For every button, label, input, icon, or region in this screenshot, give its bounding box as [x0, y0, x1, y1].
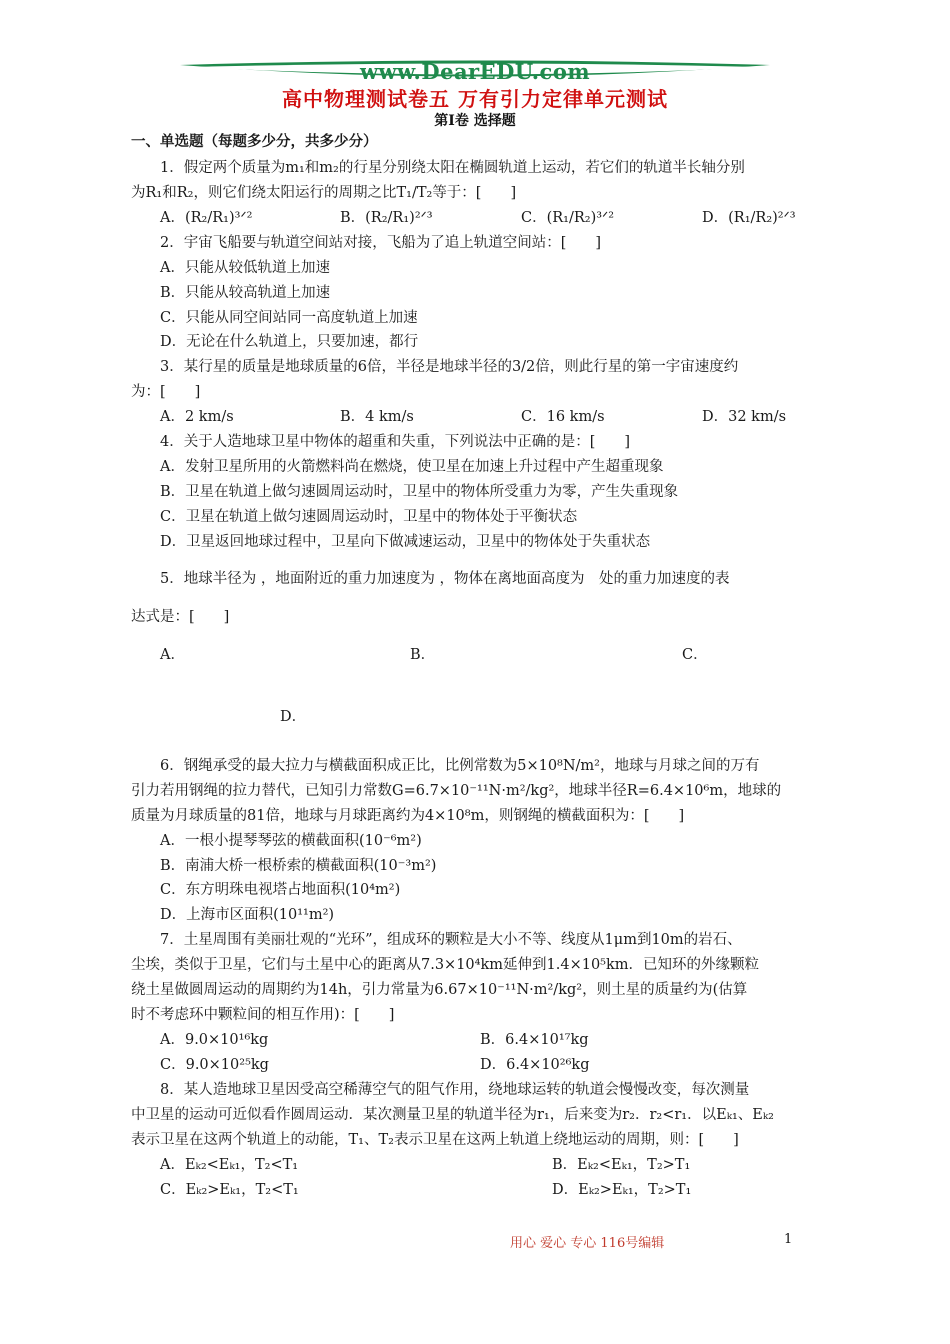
q5-option-d: D． — [280, 709, 307, 725]
q1-option-d: D．(R₁/R₂)²ᐟ³ — [702, 210, 796, 226]
q2-option-b: B．只能从较高轨道上加速 — [160, 285, 331, 301]
q1-option-b: B．(R₂/R₁)²ᐟ³ — [340, 210, 433, 226]
q6-option-a: A．一根小提琴琴弦的横截面积(10⁻⁶m²) — [160, 833, 422, 849]
q7-option-c: C．9.0×10²⁵kg — [160, 1057, 269, 1073]
q1-line-2: 为R₁和R₂，则它们绕太阳运行的周期之比T₁/T₂等于：[ ] — [131, 185, 517, 201]
q3-option-c: C．16 km/s — [521, 409, 605, 425]
q8-option-b: B．Eₖ₂<Eₖ₁，T₂>T₁ — [552, 1157, 691, 1173]
q7-option-a: A．9.0×10¹⁶kg — [160, 1032, 269, 1048]
q8-option-a: A．Eₖ₂<Eₖ₁，T₂<T₁ — [160, 1157, 299, 1173]
q8-line-3: 表示卫星在这两个轨道上的动能，T₁、T₂表示卫星在这两上轨道上绕地运动的周期，则：[ ] — [131, 1132, 739, 1148]
q8-line-1: 8．某人造地球卫星因受高空稀薄空气的阻气作用，绕地球运转的轨道会慢慢改变，每次测量 — [160, 1082, 750, 1098]
q7-line-1: 7．土星周围有美丽壮观的“光环”，组成环的颗粒是大小不等、线度从1μm到10m的岩石、 — [160, 932, 742, 948]
q6-option-d: D．上海市区面积(10¹¹m²) — [160, 907, 335, 923]
q8-option-d: D．Eₖ₂>Eₖ₁，T₂>T₁ — [552, 1182, 692, 1198]
q5-line-1: 5．地球半径为 ，地面附近的重力加速度为 ，物体在离地面高度为 处的重力加速度的表 — [160, 571, 730, 587]
q4-line-1: 4．关于人造地球卫星中物体的超重和失重，下列说法中正确的是：[ ] — [160, 434, 631, 450]
q7-line-3: 绕土星做圆周运动的周期约为14h，引力常量为6.67×10⁻¹¹N·m²/kg²，则土星的质量约为(估算 — [131, 982, 748, 998]
q1-line-1: 1．假定两个质量为m₁和m₂的行星分别绕太阳在椭圆轨道上运动，若它们的轨道半长轴分别 — [160, 160, 745, 176]
q5-option-c: C． — [682, 647, 708, 663]
q6-option-b: B．南浦大桥一根桥索的横截面积(10⁻³m²) — [160, 858, 437, 874]
q7-line-4: 时不考虑环中颗粒间的相互作用)：[ ] — [131, 1007, 395, 1023]
q3-line-1: 3．某行星的质量是地球质量的6倍，半径是地球半径的3/2倍，则此行星的第一宇宙速度约 — [160, 359, 739, 375]
banner-text: www.DearEDU.com — [359, 59, 591, 84]
q4-option-c: C．卫星在轨道上做匀速圆周运动时，卫星中的物体处于平衡状态 — [160, 509, 578, 525]
q2-option-d: D．无论在什么轨道上，只要加速，都行 — [160, 334, 419, 350]
q3-option-d: D．32 km/s — [702, 409, 787, 425]
q6-option-c: C．东方明珠电视塔占地面积(10⁴m²) — [160, 882, 401, 898]
q4-option-d: D．卫星返回地球过程中，卫星向下做减速运动，卫星中的物体处于失重状态 — [160, 534, 651, 550]
q4-option-a: A．发射卫星所用的火箭燃料尚在燃烧，使卫星在加速上升过程中产生超重现象 — [160, 459, 664, 475]
q6-line-2: 引力若用钢绳的拉力替代，已知引力常数G=6.7×10⁻¹¹N·m²/kg²，地球半径R=6.4×10⁶m，地球的 — [131, 783, 782, 799]
page-title: 高中物理测试卷五 万有引力定律单元测试 — [282, 87, 668, 111]
q2-option-a: A．只能从较低轨道上加速 — [160, 260, 330, 276]
q5-line-2: 达式是：[ ] — [131, 609, 230, 625]
page-subtitle: 第Ⅰ卷 选择题 — [434, 113, 516, 129]
q7-option-d: D．6.4×10²⁶kg — [480, 1057, 590, 1073]
q2-line-1: 2．宇宙飞船要与轨道空间站对接，飞船为了追上轨道空间站：[ ] — [160, 235, 602, 251]
q7-option-b: B．6.4×10¹⁷kg — [480, 1032, 589, 1048]
section-heading: 一、单选题（每题多少分，共多少分） — [131, 133, 378, 150]
q2-option-c: C．只能从同空间站同一高度轨道上加速 — [160, 310, 418, 326]
page-number: 1 — [784, 1232, 793, 1247]
q4-option-b: B．卫星在轨道上做匀速圆周运动时，卫星中的物体所受重力为零，产生失重现象 — [160, 484, 679, 500]
q5-option-a: A． — [160, 647, 185, 663]
footer-text: 用心 爱心 专心 116号编辑 — [510, 1236, 665, 1251]
q8-option-c: C．Eₖ₂>Eₖ₁，T₂<T₁ — [160, 1182, 299, 1198]
q5-option-b: B． — [410, 647, 436, 663]
q8-line-2: 中卫星的运动可近似看作圆周运动．某次测量卫星的轨道半径为r₁，后来变为r₂．r₂<r₁．以Eₖ₁、Eₖ₂ — [131, 1107, 774, 1123]
q6-line-3: 质量为月球质量的81倍，地球与月球距离约为4×10⁸m，则钢绳的横截面积为：[ ] — [131, 808, 685, 824]
q6-line-1: 6．钢绳承受的最大拉力与横截面积成正比，比例常数为5×10⁸N/m²，地球与月球之间的万有 — [160, 758, 760, 774]
q3-line-2: 为：[ ] — [131, 384, 201, 400]
q3-option-b: B．4 km/s — [340, 409, 414, 425]
q1-option-c: C．(R₁/R₂)³ᐟ² — [521, 210, 615, 226]
q1-option-a: A．(R₂/R₁)³ᐟ² — [160, 210, 253, 226]
q7-line-2: 尘埃，类似于卫星，它们与土星中心的距离从7.3×10⁴km延伸到1.4×10⁵km．已知环的外缘颗粒 — [131, 957, 760, 973]
q3-option-a: A．2 km/s — [160, 409, 234, 425]
